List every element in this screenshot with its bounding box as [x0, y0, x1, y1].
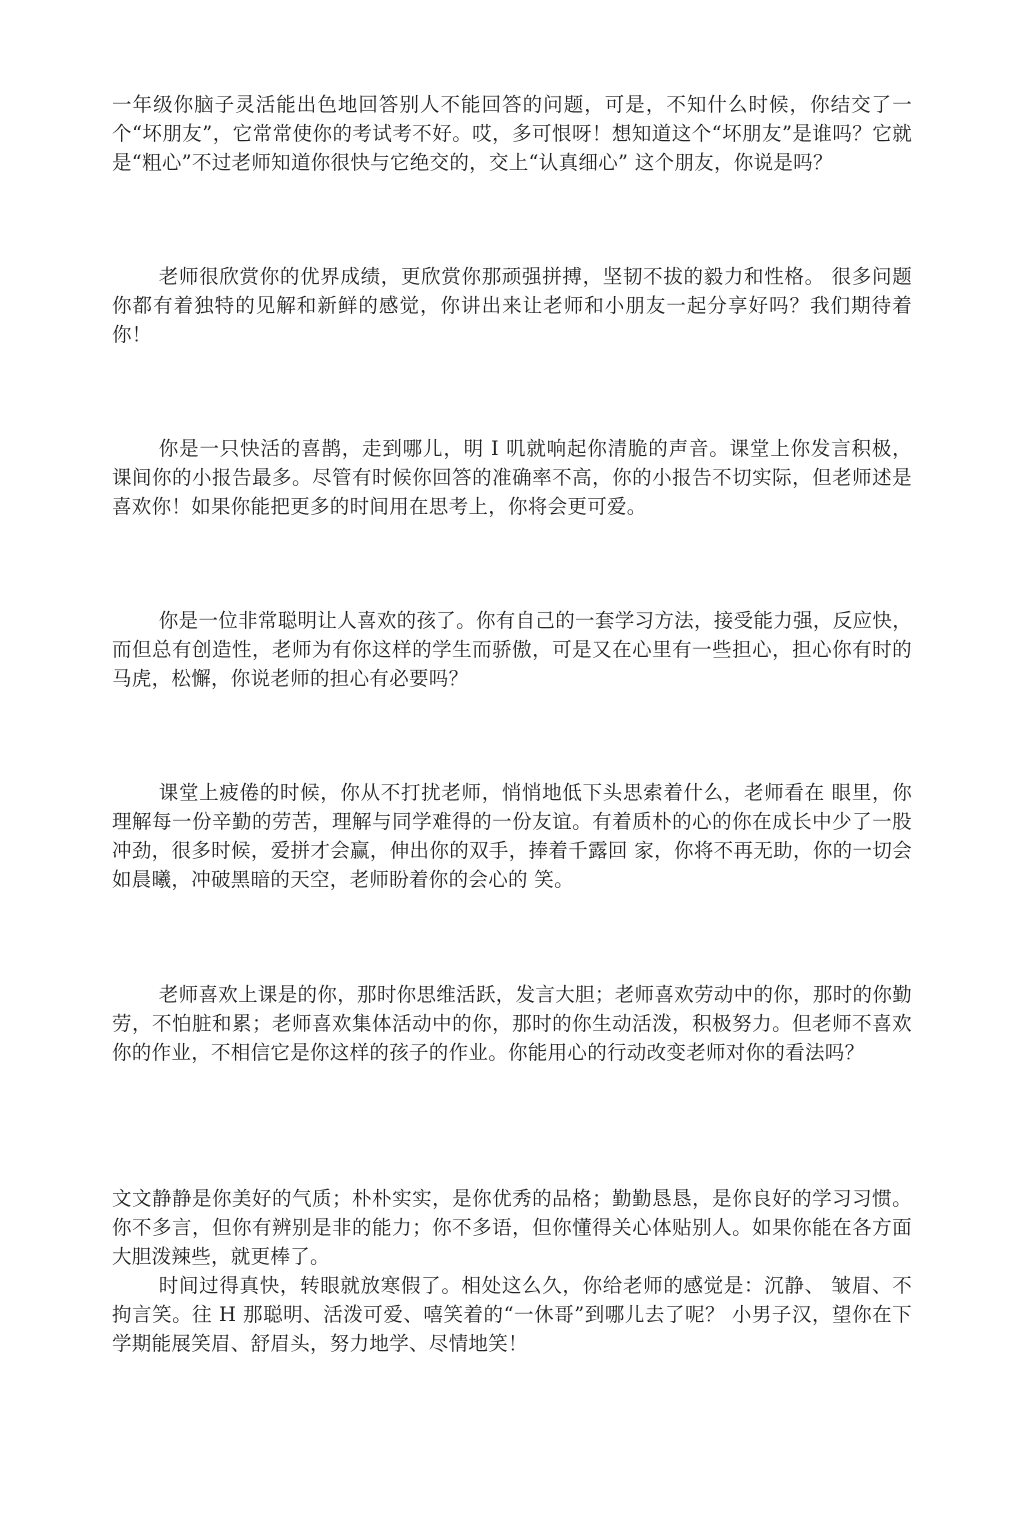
comment-paragraph-5: 课堂上疲倦的时候，你从不打扰老师，悄悄地低下头思索着什么，老师看在 眼里，你理解每一份辛勤的劳苦，理解与同学难得的一份友谊。有着质朴的心的你在成长中少了一股冲劲，很多时候，爱拼才会赢，伸出你的双手，捧着千露回 家，你将不再无助，你的一切会如晨曦，冲破黑暗的天空，老师盼着你的会心的 笑。	[112, 781, 912, 891]
comment-paragraph-3: 你是一只快活的喜鹊，走到哪儿，明 I 叽就响起你清脆的声音。课堂上你发言积极，课间你的小报告最多。尽管有时候你回答的准确率不高，你的小报告不切实际，但老师述是喜欢你！如果你能把更多的时间用在思考上，你将会更可爱。	[112, 437, 912, 518]
comment-paragraph-7: 文文静静是你美好的气质；朴朴实实，是你优秀的品格；勤勤恳恳，是你良好的学习习惯。你不多言，但你有辨别是非的能力；你不多语，但你懂得关心体贴别人。如果你能在各方面大胆泼辣些，就更棒了。	[112, 1187, 912, 1268]
comment-paragraph-4: 你是一位非常聪明让人喜欢的孩了。你有自己的一套学习方法，接受能力强，反应快，而但总有创造性，老师为有你这样的学生而骄傲，可是又在心里有一些担心，担心你有时的马虎，松懈，你说老师的担心有必要吗？	[112, 609, 912, 690]
comment-paragraph-1: 一年级你脑子灵活能出色地回答别人不能回答的问题，可是，不知什么时候，你结交了一个“坏朋友”，它常常使你的考试考不好。哎，多可恨呀！想知道这个“坏朋友”是谁吗？它就是“粗心”不过老师知道你很快与它绝交的，交上“认真细心” 这个朋友，你说是吗？	[112, 93, 912, 174]
comment-paragraph-2: 老师很欣赏你的优界成绩，更欣赏你那顽强拼搏，坚韧不拔的毅力和性格。 很多问题你都有着独特的见解和新鲜的感觉，你讲出来让老师和小朋友一起分享好吗？我们期待着你！	[112, 265, 912, 346]
comment-paragraph-8: 时间过得真快，转眼就放寒假了。相处这么久，你给老师的感觉是：沉静、 皱眉、不拘言笑。往 H 那聪明、活泼可爱、嘻笑着的“一休哥”到哪儿去了呢？ 小男子汉，望你在下学期能展笑眉、舒眉头，努力地学、尽情地笑！	[112, 1274, 912, 1355]
comment-paragraph-6: 老师喜欢上课是的你，那时你思维活跃，发言大胆；老师喜欢劳动中的你，那时的你勤劳，不怕脏和累；老师喜欢集体活动中的你，那时的你生动活泼，积极努力。但老师不喜欢你的作业，不相信它是你这样的孩子的作业。你能用心的行动改变老师对你的看法吗？	[112, 983, 912, 1064]
